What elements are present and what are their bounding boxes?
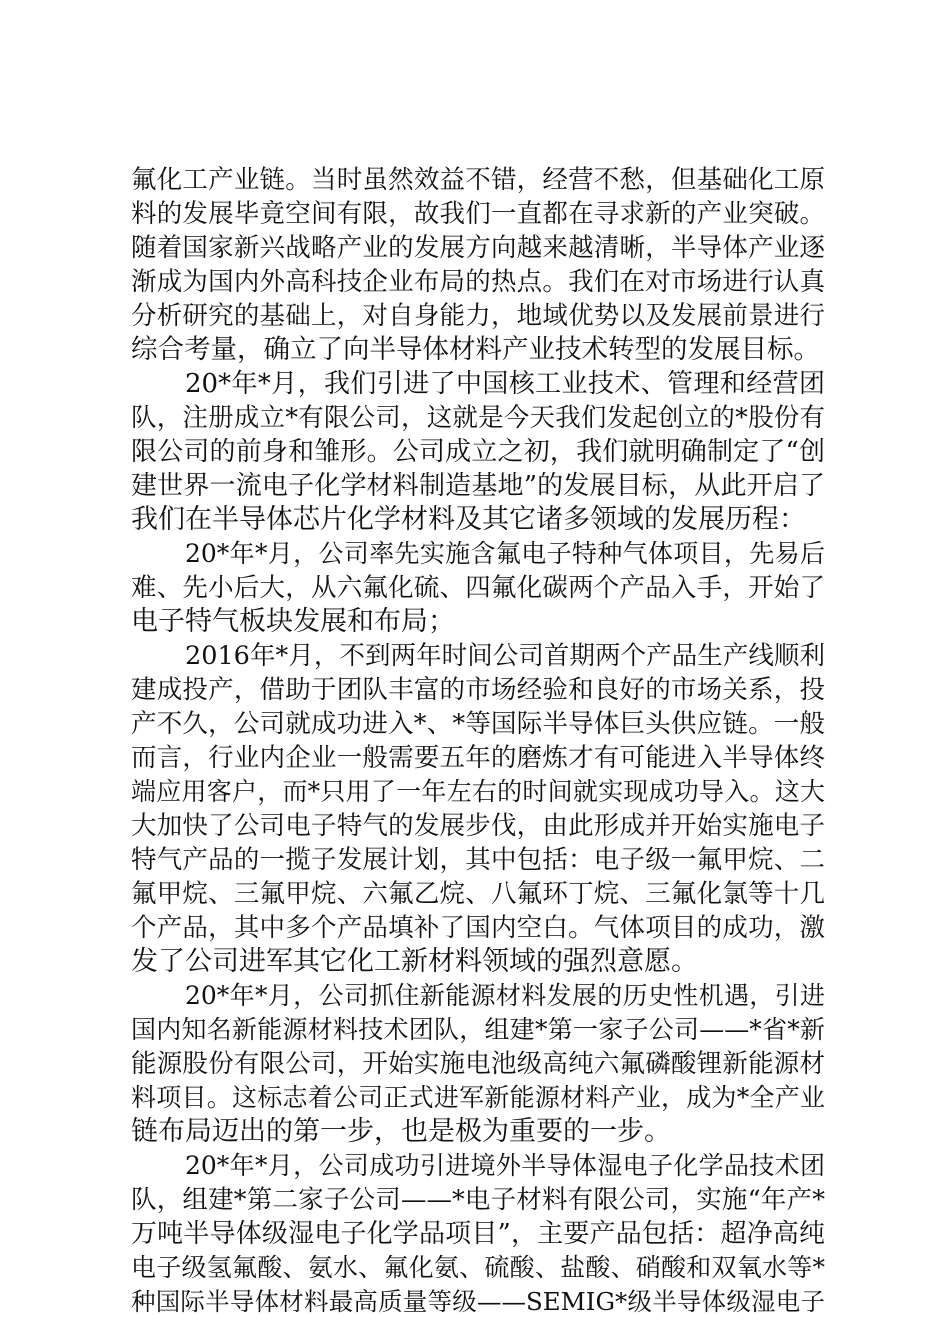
text-line: 料项目。这标志着公司正式进军新能源材料产业，成为*全产业 bbox=[131, 1083, 825, 1112]
text-line: 特气产品的一揽子发展计划，其中包括：电子级一氟甲烷、二 bbox=[131, 845, 825, 875]
text-line: 20*年*月，我们引进了中国核工业技术、管理和经营团 bbox=[185, 369, 825, 399]
text-line: 队，注册成立*有限公司，这就是今天我们发起创立的*股份有 bbox=[131, 403, 825, 433]
text-line: 能源股份有限公司，开始实施电池级高纯六氟磷酸锂新能源材 bbox=[131, 1049, 825, 1079]
text-line: 综合考量，确立了向半导体材料产业技术转型的发展目标。 bbox=[131, 334, 820, 365]
text-line: 个产品，其中多个产品填补了国内空白。气体项目的成功，激 bbox=[131, 913, 825, 943]
text-line: 建世界一流电子化学材料制造基地”的发展目标，从此开启了 bbox=[131, 471, 825, 501]
text-line: 电子级氢氟酸、氨水、氟化氨、硫酸、盐酸、硝酸和双氧水等* bbox=[131, 1253, 825, 1282]
text-line: 队，组建*第二家子公司——*电子材料有限公司，实施“年产* bbox=[131, 1185, 825, 1215]
text-line: 氟化工产业链。当时虽然效益不错，经营不愁，但基础化工原 bbox=[131, 165, 825, 195]
text-line: 氟甲烷、三氟甲烷、六氟乙烷、八氟环丁烷、三氟化氯等十几 bbox=[131, 879, 825, 909]
text-line: 20*年*月，公司率先实施含氟电子特种气体项目，先易后 bbox=[185, 539, 825, 568]
text-line: 发了公司进军其它化工新材料领域的强烈意愿。 bbox=[131, 946, 698, 977]
text-line: 国内知名新能源材料技术团队，组建*第一家子公司——*省*新 bbox=[131, 1015, 825, 1044]
text-line: 料的发展毕竟空间有限，故我们一直都在寻求新的产业突破。 bbox=[131, 199, 825, 229]
text-line: 万吨半导体级湿电子化学品项目”，主要产品包括：超净高纯 bbox=[131, 1219, 825, 1249]
text-line: 2016年*月，不到两年时间公司首期两个产品生产线顺利 bbox=[185, 641, 825, 671]
text-line: 难、先小后大，从六氟化硫、四氟化碳两个产品入手，开始了 bbox=[131, 573, 825, 603]
text-line: 而言，行业内企业一般需要五年的磨炼才有可能进入半导体终 bbox=[131, 743, 825, 773]
text-line: 建成投产，借助于团队丰富的市场经验和良好的市场关系，投 bbox=[131, 675, 825, 705]
text-line: 20*年*月，公司抓住新能源材料发展的历史性机遇，引进 bbox=[185, 981, 825, 1010]
text-line: 大加快了公司电子特气的发展步伐，由此形成并开始实施电子 bbox=[131, 811, 825, 841]
text-line: 我们在半导体芯片化学材料及其它诸多领域的发展历程： bbox=[131, 504, 806, 535]
text-line: 20*年*月，公司成功引进境外半导体湿电子化学品技术团 bbox=[185, 1151, 825, 1180]
text-line: 随着国家新兴战略产业的发展方向越来越清晰，半导体产业逐 bbox=[131, 233, 825, 263]
text-line: 种国际半导体材料最高质量等级——SEMIG*级半导体级湿电子 bbox=[131, 1287, 825, 1316]
text-line: 限公司的前身和雏形。公司成立之初，我们就明确制定了“创 bbox=[131, 437, 825, 467]
text-line: 产不久，公司就成功进入*、*等国际半导体巨头供应链。一般 bbox=[131, 709, 825, 739]
text-line: 端应用客户，而*只用了一年左右的时间就实现成功导入。这大 bbox=[131, 777, 825, 806]
text-line: 渐成为国内外高科技企业布局的热点。我们在对市场进行认真 bbox=[131, 267, 825, 297]
text-line: 链布局迈出的第一步，也是极为重要的一步。 bbox=[131, 1116, 671, 1147]
document-body bbox=[131, 163, 825, 1319]
text-line: 电子特气板块发展和布局； bbox=[131, 606, 455, 637]
text-line: 分析研究的基础上，对自身能力，地域优势以及发展前景进行 bbox=[131, 301, 825, 331]
